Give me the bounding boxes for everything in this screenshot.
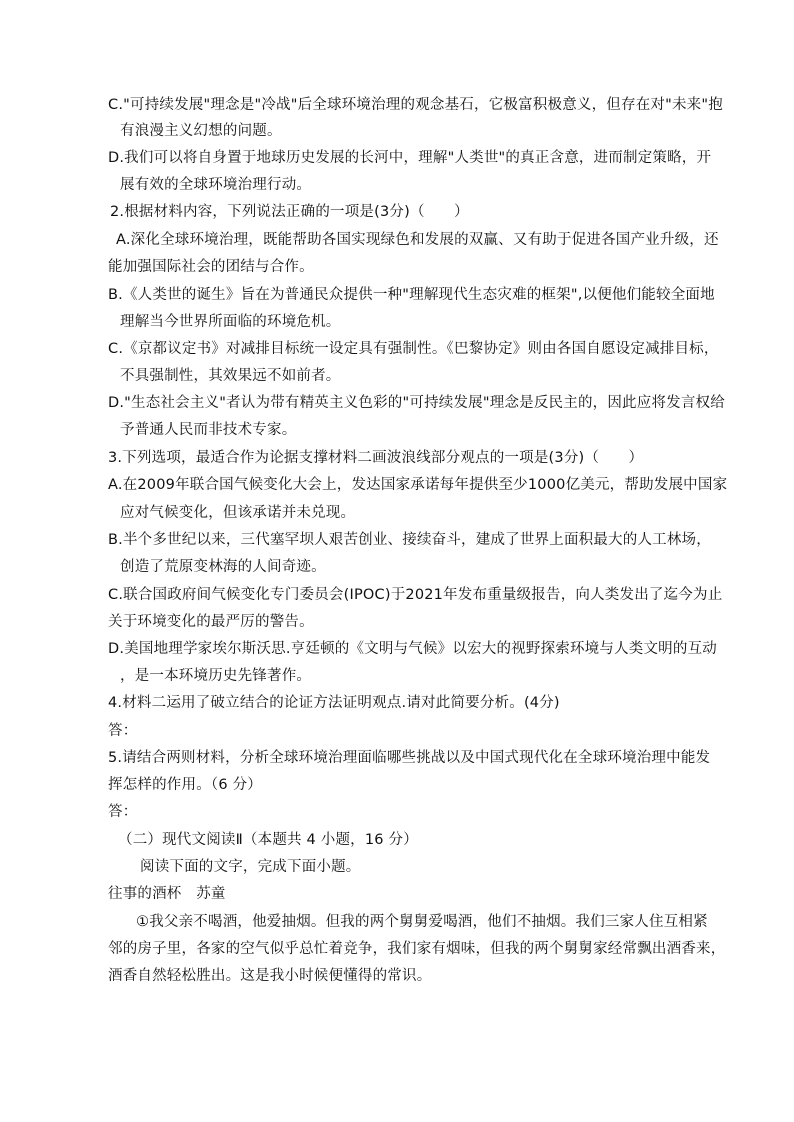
q2-option-a-line-1: A.深化全球环境治理，既能帮助各国实现绿色和发展的双赢、又有助于促进各国产业升级，还 — [116, 232, 719, 248]
paragraph-1-line-2: 邻的房子里，各家的空气似乎总忙着竞争，我们家有烟味，但我的两个舅舅家经常飘出酒香来， — [108, 941, 726, 957]
question-5-answer-label: 答： — [108, 804, 138, 820]
q3-option-b-line-2: 创造了荒原变林海的人间奇迹。 — [120, 559, 326, 575]
option-c-text-line-2: 有浪漫主义幻想的问题。 — [120, 123, 282, 139]
q2-option-b-line-2: 理解当今世界所面临的环境危机。 — [120, 314, 341, 330]
section-heading: （二）现代文阅读Ⅱ（本题共 4 小题，16 分） — [118, 832, 418, 848]
question-4-stem: 4.材料二运用了破立结合的论证方法证明观点.请对此简要分析。(4分) — [108, 695, 560, 711]
q2-option-d-line-1: D."生态社会主义"者认为带有精英主义色彩的"可持续发展"理念是反民主的，因此应将发言权给 — [108, 395, 725, 411]
q2-option-d-line-2: 予普通人民而非技术专家。 — [120, 422, 297, 438]
q3-option-c-line-1: C.联合国政府间气候变化专门委员会(IPOC)于2021年发布重量级报告，向人类发出了迄今为止 — [108, 587, 723, 603]
q3-option-c-line-2: 关于环境变化的最严厉的警告。 — [108, 614, 314, 630]
article-title: 往事的酒杯 苏童 — [108, 886, 226, 902]
q3-option-a-line-1: A.在2009年联合国气候变化大会上，发达国家承诺每年提供至少1000亿美元，帮助发展中国家 — [108, 477, 728, 493]
paragraph-1-line-1: ①我父亲不喝酒，他爱抽烟。但我的两个舅舅爱喝酒，他们不抽烟。我们三家人住互相紧 — [136, 914, 708, 930]
reading-instruction: 阅读下面的文字，完成下面小题。 — [140, 859, 361, 875]
question-5-stem-line-2: 挥怎样的作用。（6 分） — [108, 777, 262, 793]
q3-option-d-line-1: D.美国地理学家埃尔斯沃思.亨廷顿的《文明与气候》以宏大的视野探索环境与人类文明的互动 — [108, 641, 717, 657]
q2-option-b-line-1: B.《人类世的诞生》旨在为普通民众提供一种"理解现代生态灾难的框架",以便他们能较全面地 — [108, 287, 715, 303]
option-d-text-line-2: 展有效的全球环境治理行动。 — [120, 177, 312, 193]
q2-option-c-line-2: 不具强制性，其效果远不如前者。 — [120, 368, 341, 384]
question-2-stem: 2.根据材料内容，下列说法正确的一项是(3分)（ ） — [110, 204, 469, 220]
q3-option-a-line-2: 应对气候变化，但该承诺并未兑现。 — [120, 505, 356, 521]
option-c-text-line-1: C."可持续发展"理念是"冷战"后全球环境治理的观念基石，它极富积极意义，但存在对"未来"抱 — [108, 97, 723, 113]
question-3-stem: 3.下列选项，最适合作为论据支撑材料二画波浪线部分观点的一项是(3分)（ ） — [108, 450, 644, 466]
q2-option-c-line-1: C.《京都议定书》对减排目标统一设定具有强制性。《巴黎协定》则由各国自愿设定减排目标， — [108, 341, 719, 357]
q3-option-b-line-1: B.半个多世纪以来，三代塞罕坝人艰苦创业、接续奋斗，建成了世界上面积最大的人工林场， — [108, 532, 711, 548]
q3-option-d-line-2: ，是一本环境历史先锋著作。 — [120, 668, 312, 684]
q2-option-a-line-2: 能加强国际社会的团结与合作。 — [108, 259, 314, 275]
paragraph-1-line-3: 酒香自然轻松胜出。这是我小时候便懂得的常识。 — [108, 968, 432, 984]
question-5-stem-line-1: 5.请结合两则材料，分析全球环境治理面临哪些挑战以及中国式现代化在全球环境治理中能发 — [108, 750, 711, 766]
option-d-text-line-1: D.我们可以将自身置于地球历史发展的长河中，理解"人类世"的真正含意，进而制定策略，开 — [108, 150, 712, 166]
question-4-answer-label: 答： — [108, 723, 138, 739]
